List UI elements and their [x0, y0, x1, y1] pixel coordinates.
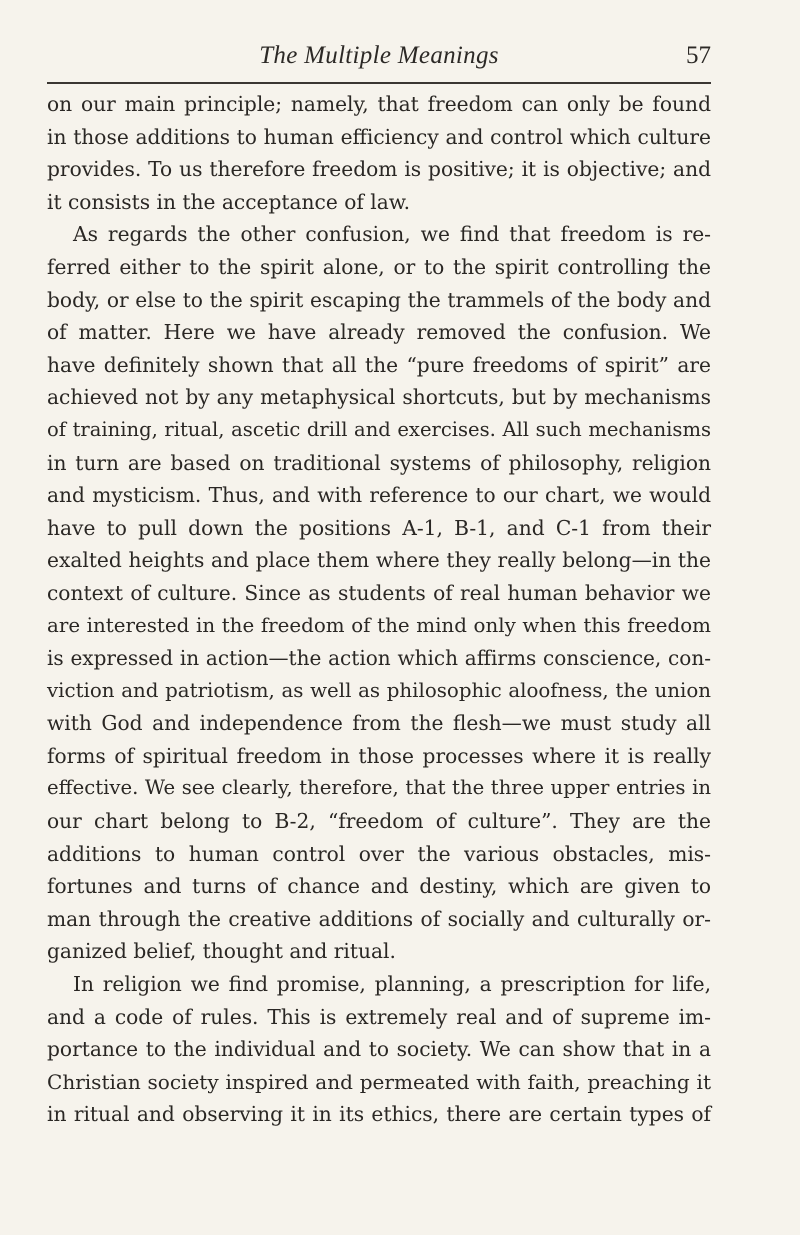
text-line: have definitely shown that all the “pure freedoms of spirit” are: [47, 352, 711, 377]
text-line: in turn are based on traditional systems of philosophy, religion: [47, 450, 711, 475]
text-line: it consists in the acceptance of law.: [47, 189, 411, 214]
text-line: fortunes and turns of chance and destiny, which are given to: [47, 874, 711, 899]
text-line: and a code of rules. This is extremely real and of supreme im-: [47, 1004, 711, 1029]
text-line: on our main principle; namely, that freedom can only be found: [47, 92, 711, 116]
text-line: body, or else to the spirit escaping the trammels of the body and: [47, 287, 711, 312]
text-line: have to pull down the positions A-1, B-1, and C-1 from their: [47, 515, 711, 540]
text-line: As regards the other confusion, we find that freedom is re-: [73, 222, 711, 247]
text-line: context of culture. Since as students of real human behavior we: [47, 580, 711, 605]
header-rule: [47, 82, 711, 84]
running-header: [47, 42, 711, 74]
page-number: 57: [686, 42, 711, 69]
text-line: ganized belief, thought and ritual.: [47, 939, 396, 964]
text-line: achieved not by any metaphysical shortcuts, but by mechanisms: [47, 385, 711, 410]
text-line: is expressed in action—the action which affirms conscience, con-: [47, 646, 711, 671]
text-line: man through the creative additions of socially and culturally or-: [47, 906, 711, 931]
text-line: forms of spiritual freedom in those processes where it is really: [47, 743, 711, 768]
text-line: effective. We see clearly, therefore, that the three upper entries in: [47, 776, 711, 800]
text-line: exalted heights and place them where they really belong—in the: [47, 548, 711, 573]
text-line: Christian society inspired and permeated with faith, preaching it: [47, 1069, 711, 1094]
text-line: are interested in the freedom of the mind only when this freedom: [47, 613, 711, 637]
text-line: in those additions to human efficiency and control which culture: [47, 124, 711, 149]
text-line: provides. To us therefore freedom is positive; it is objective; and: [47, 157, 711, 182]
running-title: The Multiple Meanings: [259, 42, 499, 69]
text-line: additions to human control over the various obstacles, mis-: [47, 841, 711, 866]
text-line: portance to the individual and to society. We can show that in a: [47, 1037, 711, 1062]
text-line: our chart belong to B-2, “freedom of culture”. They are the: [47, 809, 711, 834]
text-line: of matter. Here we have already removed the confusion. We: [47, 320, 711, 345]
body-text: [47, 88, 711, 1131]
text-line: viction and patriotism, as well as philosophic aloofness, the union: [47, 678, 711, 702]
text-line: ferred either to the spirit alone, or to the spirit controlling the: [47, 254, 711, 279]
text-line: of training, ritual, ascetic drill and exercises. All such mechanisms: [47, 417, 711, 441]
text-line: and mysticism. Thus, and with reference to our chart, we would: [47, 483, 711, 508]
text-line: In religion we find promise, planning, a prescription for life,: [73, 972, 711, 997]
text-line: with God and independence from the flesh—we must study all: [47, 711, 711, 736]
text-line: in ritual and observing it in its ethics, there are certain types of: [47, 1102, 711, 1127]
